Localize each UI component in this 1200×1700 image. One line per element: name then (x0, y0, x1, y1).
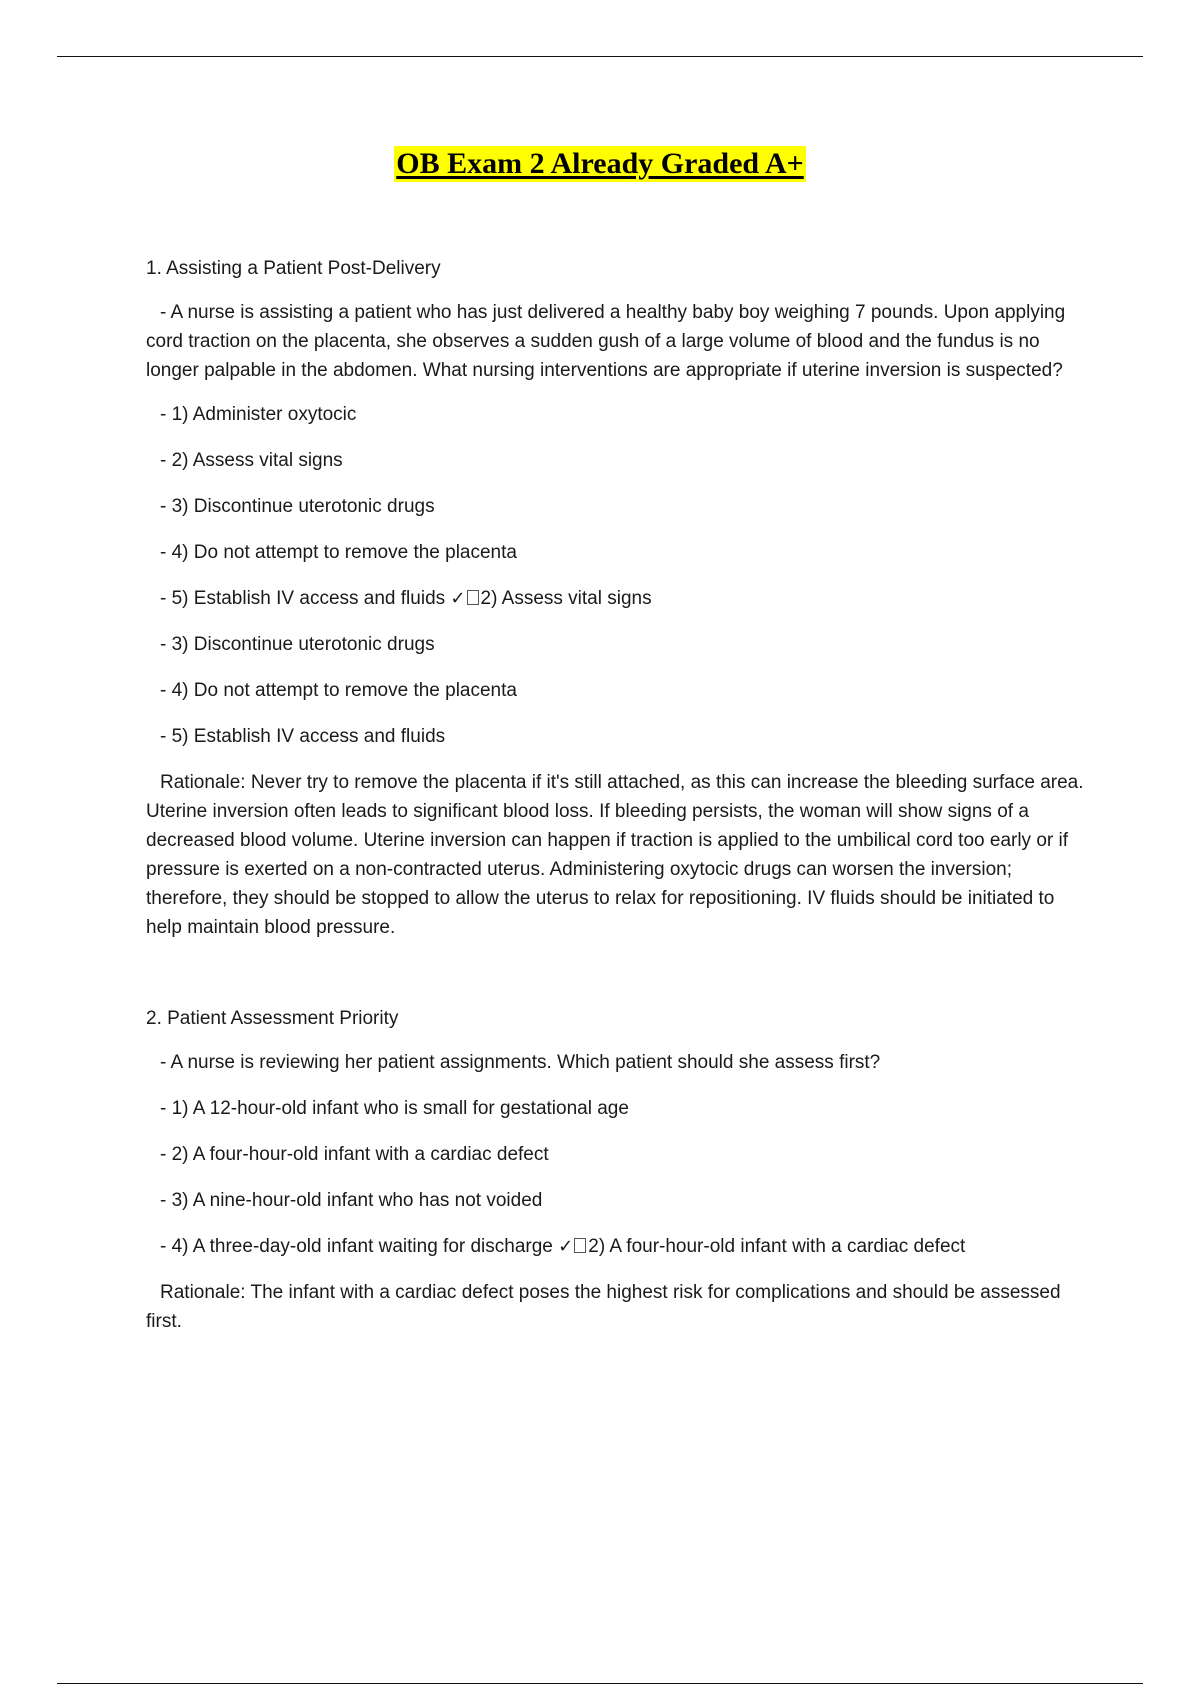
question-1-answer-3: - 4) Do not attempt to remove the placenta (160, 680, 517, 701)
question-2-rationale: Rationale: The infant with a cardiac defect poses the highest risk for complications and should be assessed first. (146, 1282, 1061, 1332)
question-2-option-3: - 3) A nine-hour-old infant who has not voided (160, 1190, 543, 1211)
question-1-option-1: - 1) Administer oxytocic (160, 404, 357, 425)
missing-glyph-box-icon (574, 1238, 586, 1253)
check-mark-icon: ✓ (450, 588, 466, 609)
question-1-rationale: Rationale: Never try to remove the placenta if it's still attached, as this can increase the bleeding surface area. Uterine inversion often leads to significant blood loss. If bleeding persists, the woman will show signs of a decreased blood volume. Uterine inversion can happen if traction is applied to the umbilical cord too early or if pressure is exerted on a non-contracted uterus. Administering oxytocic drugs can worsen the inversion; therefore, they should be stopped to allow the uterus to relax for repositioning. IV fluids should be initiated to help maintain blood pressure. (146, 772, 1084, 938)
document-body (146, 254, 1086, 1336)
question-2-answer-1: 2) A four-hour-old infant with a cardiac defect (588, 1236, 966, 1257)
question-2-heading: 2. Patient Assessment Priority (146, 1008, 399, 1029)
section-gap (146, 942, 1086, 1004)
missing-glyph-box-icon (467, 590, 479, 605)
question-1-option-5-with-answer (160, 584, 1086, 613)
question-1-option-5: - 5) Establish IV access and fluids (160, 588, 446, 609)
question-1-option-2: - 2) Assess vital signs (160, 450, 343, 471)
question-2-option-2: - 2) A four-hour-old infant with a cardiac defect (160, 1144, 549, 1165)
bottom-rule (57, 1683, 1143, 1684)
question-2-option-1: - 1) A 12-hour-old infant who is small for gestational age (160, 1098, 629, 1119)
question-1-option-3: - 3) Discontinue uterotonic drugs (160, 496, 435, 517)
question-1-answer-2: - 3) Discontinue uterotonic drugs (160, 634, 435, 655)
question-2 (146, 1004, 1086, 1336)
question-2-option-4: - 4) A three-day-old infant waiting for discharge (160, 1236, 553, 1257)
question-2-option-4-with-answer (160, 1232, 1086, 1261)
question-1-option-4: - 4) Do not attempt to remove the placenta (160, 542, 517, 563)
question-1-heading: 1. Assisting a Patient Post-Delivery (146, 258, 441, 279)
question-1-answer-4: - 5) Establish IV access and fluids (160, 726, 446, 747)
title-container (0, 146, 1200, 182)
question-1 (146, 254, 1086, 942)
document-title: OB Exam 2 Already Graded A+ (396, 147, 804, 180)
top-rule (57, 56, 1143, 57)
check-mark-icon: ✓ (558, 1236, 574, 1257)
question-2-stem: - A nurse is reviewing her patient assignments. Which patient should she assess first? (160, 1052, 881, 1073)
question-1-stem: - A nurse is assisting a patient who has just delivered a healthy baby boy weighing 7 pounds. Upon applying cord traction on the placenta, she observes a sudden gush of a large volume of blood and the fundus is no longer palpable in the abdomen. What nursing interventions are appropriate if uterine inversion is suspected? (146, 302, 1066, 381)
question-1-answer-1: 2) Assess vital signs (480, 588, 652, 609)
